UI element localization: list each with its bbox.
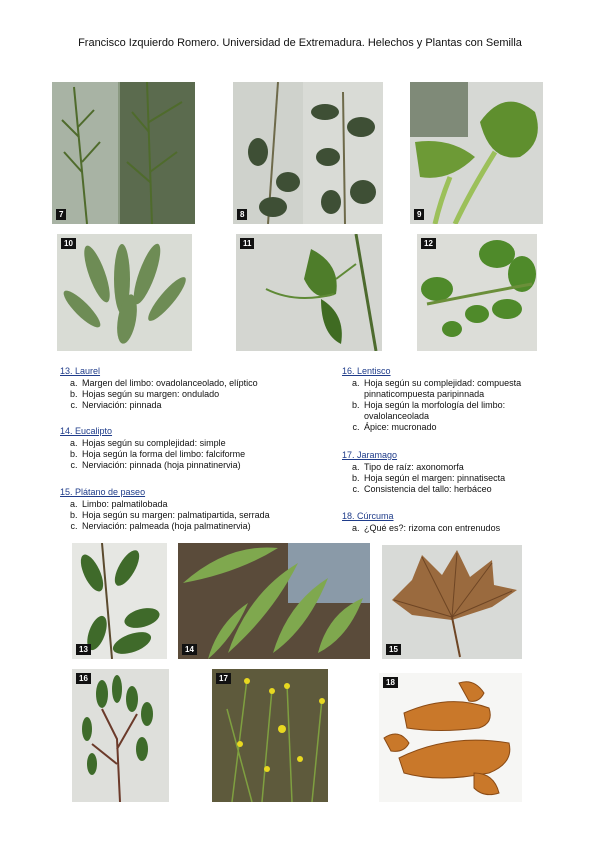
photo-number: 11 xyxy=(240,238,254,249)
list-item: b. Hoja según su margen: palmatipartida, serrada xyxy=(80,510,330,521)
page-header: Francisco Izquierdo Romero. Universidad de Extremadura. Helechos y Plantas con Semilla xyxy=(78,37,522,49)
photo-number: 14 xyxy=(182,644,197,655)
list-item: b. Hojas según su margen: ondulado xyxy=(80,389,330,400)
list-item: a. Hojas según su complejidad: simple xyxy=(80,438,330,449)
list-item: c. Ápice: mucronado xyxy=(362,422,552,433)
section-title: 18. Cúrcuma xyxy=(342,511,394,521)
section-title: 16. Lentisco xyxy=(342,366,391,376)
list-item: a. ¿Qué es?: rizoma con entrenudos xyxy=(362,523,552,534)
list-item: b. Hoja según la morfología del limbo: ovalolanceolada xyxy=(362,400,552,422)
list-item: b. Hoja según la forma del limbo: falciforme xyxy=(80,449,330,460)
section-eucalipto xyxy=(60,426,330,471)
photo-number: 16 xyxy=(76,673,91,684)
photo-plant-11 xyxy=(236,234,382,351)
section-curcuma xyxy=(342,511,552,534)
section-title: 17. Jaramago xyxy=(342,450,398,460)
photo-plant-8 xyxy=(233,82,383,224)
photo-laurel xyxy=(72,543,167,659)
photo-plant-9 xyxy=(410,82,543,224)
list-item: b. Hoja según el margen: pinnatisecta xyxy=(362,473,552,484)
list-item: c. Nerviación: palmeada (hoja palmatinervia) xyxy=(80,521,330,532)
photo-number: 15 xyxy=(386,644,401,655)
list-item: a. Limbo: palmatilobada xyxy=(80,499,330,510)
photo-number: 8 xyxy=(237,209,247,220)
photo-jaramago xyxy=(212,669,328,802)
section-jaramago xyxy=(342,450,552,495)
photo-number: 10 xyxy=(61,238,76,249)
list-item: c. Nerviación: pinnada (hoja pinnatinervia) xyxy=(80,460,330,471)
list-item: a. Margen del limbo: ovadolanceolado, elíptico xyxy=(80,378,330,389)
section-laurel xyxy=(60,366,330,411)
photo-plant-10 xyxy=(57,234,192,351)
photo-number: 9 xyxy=(414,209,424,220)
photo-number: 7 xyxy=(56,209,66,220)
photo-number: 13 xyxy=(76,644,91,655)
photo-plant-12 xyxy=(417,234,537,351)
list-item: c. Nerviación: pinnada xyxy=(80,400,330,411)
photo-platano xyxy=(382,545,522,659)
photo-curcuma xyxy=(379,673,522,802)
section-title: 15. Plátano de paseo xyxy=(60,487,146,497)
photo-number: 12 xyxy=(421,238,436,249)
photo-rosemary xyxy=(52,82,195,224)
photo-lentisco xyxy=(72,669,169,802)
section-title: 14. Eucalipto xyxy=(60,426,113,436)
section-platano xyxy=(60,487,330,532)
list-item: a. Hoja según su complejidad: compuesta pinnaticompuesta paripinnada xyxy=(362,378,552,400)
photo-number: 17 xyxy=(216,673,231,684)
list-item: a. Tipo de raíz: axonomorfa xyxy=(362,462,552,473)
list-item: c. Consistencia del tallo: herbáceo xyxy=(362,484,552,495)
photo-number: 18 xyxy=(383,677,398,688)
section-title: 13. Laurel xyxy=(60,366,101,376)
photo-eucalipto xyxy=(178,543,370,659)
section-lentisco xyxy=(342,366,552,433)
